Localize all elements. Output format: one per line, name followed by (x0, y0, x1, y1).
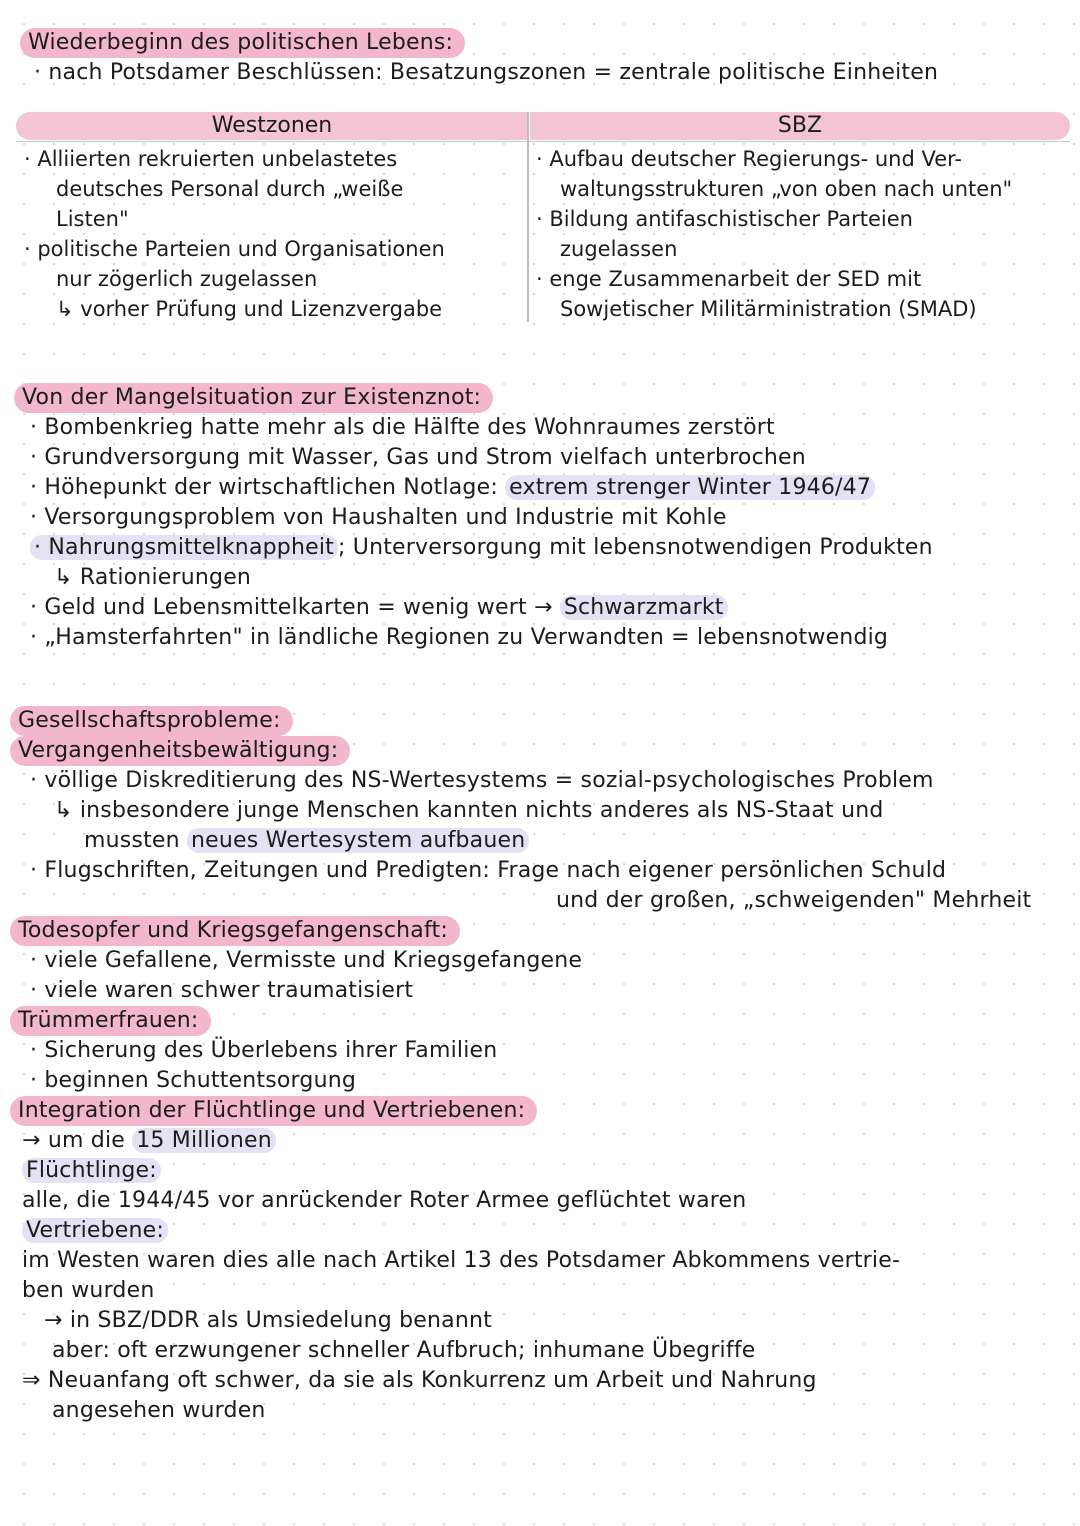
vertriebene-line-4: aber: oft erzwungener schneller Aufbruch; inhumane Übegriffe (52, 1338, 756, 1363)
westzonen-line-6: ↳ vorher Prüfung und Lizenzvergabe (56, 297, 443, 321)
fluechtlinge-line-1: alle, die 1944/45 vor anrückender Roter Armee geflüchtet waren (22, 1188, 747, 1213)
mangel-line-1: · Bombenkrieg hatte mehr als die Hälfte des Wohnraumes zerstört (30, 415, 775, 440)
comparison-table (16, 112, 1072, 328)
sbz-line-4: zugelassen (560, 237, 678, 261)
header-underline (16, 141, 1070, 142)
subheading-vertriebene: Vertriebene: (22, 1216, 168, 1246)
section-title-politisches-leben: Wiederbeginn des politischen Lebens: (28, 28, 465, 58)
section-title-gesellschaftsprobleme: Gesellschaftsprobleme: (18, 706, 293, 736)
westzonen-line-1: · Alliierten rekruierten unbelastetes (24, 147, 398, 171)
westzonen-line-3: Listen" (56, 207, 129, 231)
sbz-line-3: · Bildung antifaschistischer Parteien (536, 207, 913, 231)
subheading-fluechtlinge: Flüchtlinge: (22, 1156, 161, 1186)
vertriebene-line-6: angesehen wurden (52, 1398, 266, 1423)
mangel-line-3: · Höhepunkt der wirtschaftlichen Notlage: extrem strenger Winter 1946/47 (30, 473, 875, 503)
truemmerfrauen-line-1: · Sicherung des Überlebens ihrer Familien (30, 1038, 498, 1063)
column-header-sbz: SBZ (530, 112, 1070, 140)
mangel-line-6: ↳ Rationierungen (54, 565, 252, 590)
subheading-integration: Integration der Flüchtlinge und Vertriebenen: (18, 1096, 537, 1126)
mangel-line-5: · Nahrungsmittelknappheit ; Unterversorgung mit lebensnotwendigen Produkten (30, 533, 933, 563)
vertriebene-line-3: → in SBZ/DDR als Umsiedelung benannt (44, 1308, 492, 1333)
subheading-todesopfer: Todesopfer und Kriegsgefangenschaft: (18, 916, 460, 946)
todesopfer-line-2: · viele waren schwer traumatisiert (30, 978, 414, 1003)
highlight-winter: extrem strenger Winter 1946/47 (505, 475, 875, 500)
westzonen-line-4: · politische Parteien und Organisationen (24, 237, 445, 261)
mangel-line-4: · Versorgungsproblem von Haushalten und Industrie mit Kohle (30, 505, 727, 530)
vertriebene-line-2: ben wurden (22, 1278, 155, 1303)
mangel-line-2: · Grundversorgung mit Wasser, Gas und Strom vielfach unterbrochen (30, 445, 806, 470)
subheading-truemmerfrauen: Trümmerfrauen: (18, 1006, 211, 1036)
westzonen-line-2: deutsches Personal durch „weiße (56, 177, 404, 201)
vertriebene-line-1: im Westen waren dies alle nach Artikel 13 des Potsdamer Abkommens vertrie- (22, 1248, 901, 1273)
westzonen-line-5: nur zögerlich zugelassen (56, 267, 318, 291)
vertriebene-line-5: ⇒ Neuanfang oft schwer, da sie als Konkurrenz um Arbeit und Nahrung (22, 1368, 817, 1393)
mangel-line-7: · Geld und Lebensmittelkarten = wenig wert → Schwarzmarkt (30, 593, 728, 623)
column-divider (527, 112, 529, 322)
vergangenheit-line-4: · Flugschriften, Zeitungen und Predigten: Frage nach eigener persönlichen Schuld (30, 858, 947, 883)
sbz-line-6: Sowjetischer Militärministration (SMAD) (560, 297, 977, 321)
highlight-schwarzmarkt: Schwarzmarkt (560, 595, 728, 620)
section-title-mangelsituation: Von der Mangelsituation zur Existenznot: (22, 383, 493, 413)
highlight-wertesystem: neues Wertesystem aufbauen (187, 828, 529, 853)
mangel-line-8: · „Hamsterfahrten" in ländliche Regionen zu Verwandten = lebensnotwendig (30, 625, 889, 650)
highlight-15-millionen: 15 Millionen (132, 1128, 276, 1153)
sbz-line-5: · enge Zusammenarbeit der SED mit (536, 267, 922, 291)
subheading-vergangenheitsbewaeltigung: Vergangenheitsbewältigung: (18, 736, 350, 766)
vergangenheit-line-5: und der großen, „schweigenden" Mehrheit (556, 888, 1032, 913)
sbz-line-2: waltungsstrukturen „von oben nach unten" (560, 177, 1013, 201)
highlight-nahrungsmittelknappheit: · Nahrungsmittelknappheit (30, 535, 338, 560)
intro-line: · nach Potsdamer Beschlüssen: Besatzungszonen = zentrale politische Einheiten (34, 60, 939, 85)
todesopfer-line-1: · viele Gefallene, Vermisste und Kriegsgefangene (30, 948, 583, 973)
vergangenheit-line-3: mussten neues Wertesystem aufbauen (84, 826, 529, 856)
truemmerfrauen-line-2: · beginnen Schuttentsorgung (30, 1068, 357, 1093)
sbz-line-1: · Aufbau deutscher Regierungs- und Ver- (536, 147, 962, 171)
column-header-westzonen: Westzonen (16, 112, 528, 140)
integration-line-1: → um die 15 Millionen (22, 1126, 276, 1156)
vergangenheit-line-1: · völlige Diskreditierung des NS-Wertesystems = sozial-psychologisches Problem (30, 768, 934, 793)
vergangenheit-line-2: ↳ insbesondere junge Menschen kannten nichts anderes als NS-Staat und (54, 798, 884, 823)
